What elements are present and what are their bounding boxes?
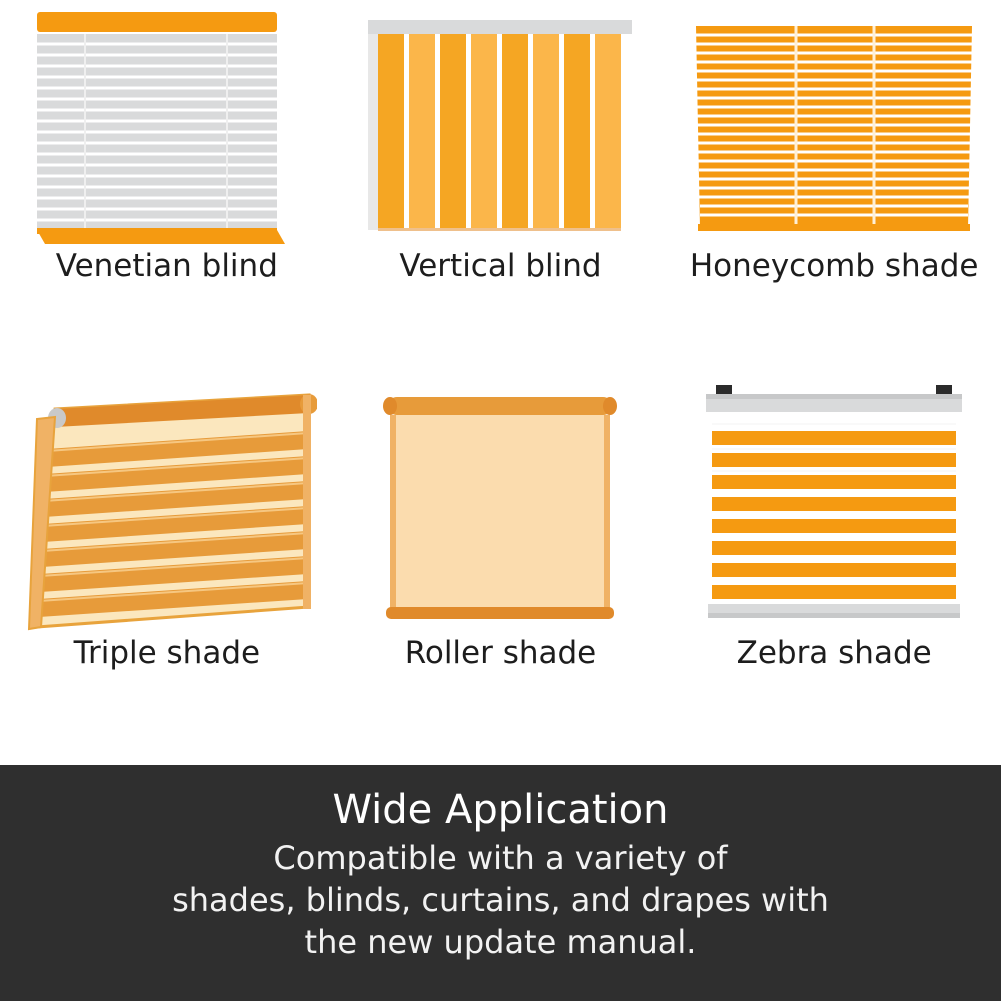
shade-card-zebra-shade bbox=[667, 381, 1001, 762]
shade-label-roller-shade: Roller shade bbox=[404, 635, 597, 671]
shade-card-vertical-blind bbox=[334, 0, 668, 381]
shade-label-venetian-blind: Venetian blind bbox=[55, 248, 278, 284]
zebra-shade-svg bbox=[684, 379, 984, 634]
shade-label-zebra-shade: Zebra shade bbox=[736, 635, 932, 671]
shade-label-vertical-blind: Vertical blind bbox=[399, 248, 602, 284]
venetian-blind-svg bbox=[27, 0, 307, 250]
vertical-blind-illustration bbox=[334, 0, 668, 250]
shade-label-honeycomb-shade: Honeycomb shade bbox=[689, 248, 979, 284]
footer-line-2: shades, blinds, curtains, and drapes with bbox=[172, 881, 829, 920]
shade-card-triple-shade bbox=[0, 381, 334, 762]
vertical-blind-svg bbox=[360, 0, 640, 250]
shade-card-venetian-blind bbox=[0, 0, 334, 381]
triple-shade-illustration bbox=[0, 381, 334, 631]
honeycomb-shade-svg bbox=[684, 0, 984, 250]
footer-title: Wide Application bbox=[332, 787, 669, 833]
roller-shade-svg bbox=[360, 379, 640, 634]
venetian-blind-illustration bbox=[0, 0, 334, 250]
shade-card-honeycomb-shade bbox=[667, 0, 1001, 381]
honeycomb-shade-illustration bbox=[667, 0, 1001, 250]
footer-line-3: the new update manual. bbox=[304, 923, 697, 962]
zebra-shade-illustration bbox=[667, 381, 1001, 631]
footer-banner bbox=[0, 765, 1001, 1001]
roller-shade-illustration bbox=[334, 381, 668, 631]
shade-card-roller-shade bbox=[334, 381, 668, 762]
shade-label-triple-shade: Triple shade bbox=[73, 635, 261, 671]
footer-line-1: Compatible with a variety of bbox=[273, 839, 728, 877]
triple-shade-svg bbox=[17, 379, 317, 634]
